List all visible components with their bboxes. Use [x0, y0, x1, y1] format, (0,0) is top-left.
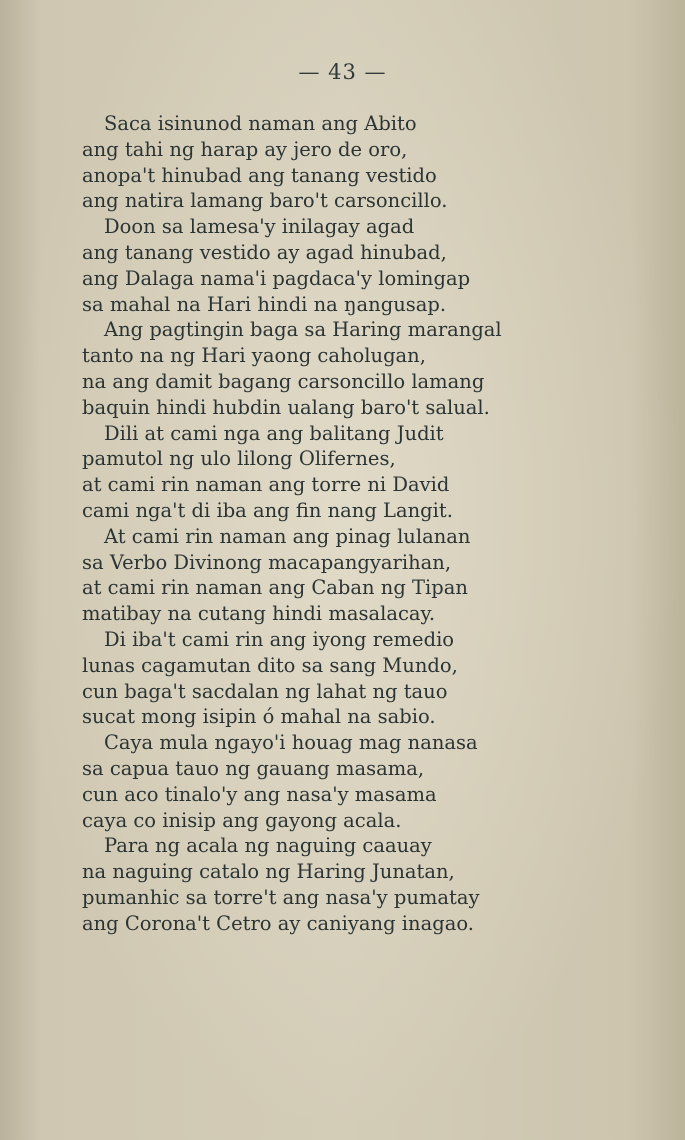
verse-line: ang Corona't Cetro ay caniyang inagao.: [82, 911, 474, 935]
verse-line: ang Dalaga nama'i pagdaca'y lomingap: [82, 266, 471, 290]
verse-line: lunas cagamutan dito sa sang Mundo,: [82, 653, 458, 677]
page-number: — 43 —: [298, 60, 387, 84]
verse-line: Di iba't cami rin ang iyong remedio: [104, 627, 455, 651]
verse-line: at cami rin naman ang torre ni David: [82, 473, 450, 497]
verse-line: sa capua tauo ng gauang masama,: [82, 756, 425, 780]
stanza: [82, 111, 562, 214]
stanza: [82, 627, 562, 730]
verse-line: na ang damit bagang carsoncillo lamang: [82, 369, 485, 393]
stanza: [82, 421, 562, 524]
verse-line: cun baga't sacdalan ng lahat ng tauo: [82, 679, 448, 703]
verse-line: ang tahi ng harap ay jero de oro,: [82, 137, 408, 161]
verse-line: pumanhic sa torre't ang nasa'y pumatay: [82, 885, 480, 909]
verse-line: tanto na ng Hari yaong caholugan,: [82, 344, 426, 368]
stanza: [82, 524, 562, 627]
verse-line: Saca isinunod naman ang Abito: [104, 112, 417, 135]
verse-line: At cami rin naman ang pinag lulanan: [104, 524, 471, 548]
verse-line: Ang pagtingin baga sa Haring marangal: [104, 318, 502, 342]
verse-line: cun aco tinalo'y ang nasa'y masama: [82, 782, 437, 806]
verse-line: baquin hindi hubdin ualang baro't salual.: [82, 395, 490, 419]
verse-line: matibay na cutang hindi masalacay.: [82, 602, 436, 626]
verse-line: caya co inisip ang gayong acala.: [82, 808, 402, 832]
verse-line: sucat mong isipin ó mahal na sabio.: [82, 705, 436, 729]
verse-line: anopa't hinubad ang tanang vestido: [82, 163, 437, 187]
verse-line: sa Verbo Divinong macapangyarihan,: [82, 550, 452, 574]
stanza: [82, 730, 562, 833]
verse-line: Doon sa lamesa'y inilagay agad: [104, 215, 415, 239]
verse-line: at cami rin naman ang Caban ng Tipan: [82, 576, 468, 600]
verse-line: sa mahal na Hari hindi na ŋangusap.: [82, 292, 447, 316]
poem-text: [82, 111, 562, 937]
stanza: [82, 317, 562, 420]
verse-line: pamutol ng ulo lilong Olifernes,: [82, 447, 396, 471]
verse-line: Caya mula ngayo'i houag mag nanasa: [104, 731, 478, 755]
verse-line: ang natira lamang baro't carsoncillo.: [82, 189, 448, 213]
stanza: [82, 833, 562, 936]
verse-line: Dili at cami nga ang balitang Judit: [104, 421, 444, 445]
verse-line: Para ng acala ng naguing caauay: [104, 834, 432, 858]
verse-line: na naguing catalo ng Haring Junatan,: [82, 860, 455, 884]
verse-line: ang tanang vestido ay agad hinubad,: [82, 240, 447, 264]
stanza: [82, 214, 562, 317]
verse-line: cami nga't di iba ang fin nang Langit.: [82, 498, 453, 522]
